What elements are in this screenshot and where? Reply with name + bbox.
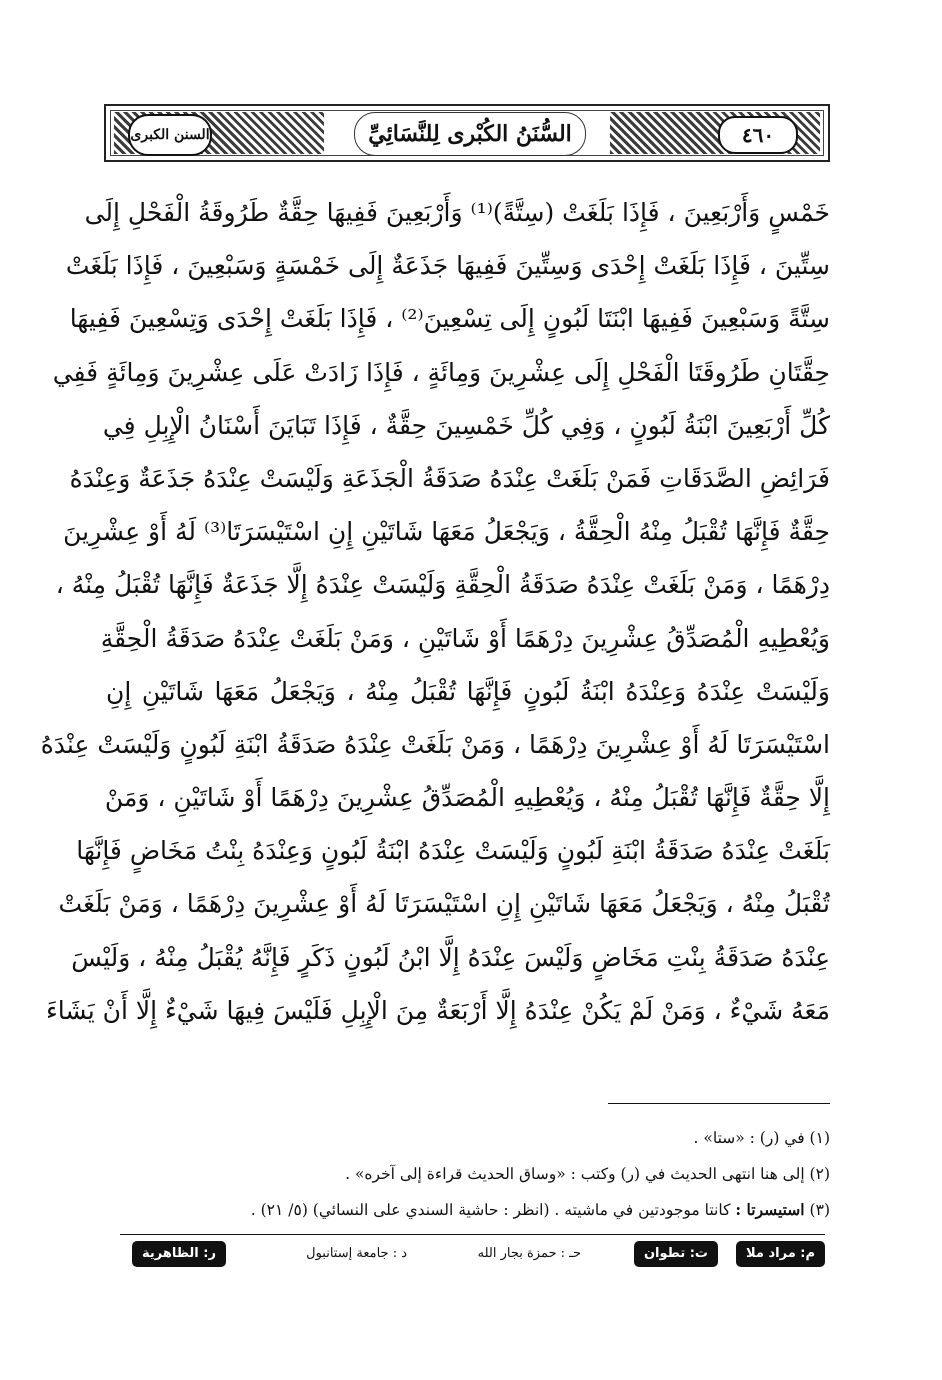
footnote-separator xyxy=(608,1103,830,1104)
footnote-3-text: كانتا موجودتين في ماشيته . (انظر : حاشية السندي على النسائي) (٥/ ٢١) . xyxy=(250,1201,731,1219)
book-seal-logo: السنن الكبرى xyxy=(128,114,212,156)
text-line: فَرَائِضِ الصَّدَقَاتِ فَمَنْ بَلَغَتْ عِنْدَهُ صَدَقَةُ الْجَذَعَةِ وَلَيْسَتْ عِنْدَهُ جَذَعَةٌ وَعِنْدَهُ xyxy=(69,463,830,493)
manuscript-tag-m: م: مراد ملا xyxy=(736,1241,825,1267)
text-line: وَيُعْطِيهِ الْمُصَدِّقُ عِشْرِينَ دِرْهَمًا أَوْ شَاتَيْنِ ، وَمَنْ بَلَغَتْ عِنْدَهُ صَدَقَةُ الْحِقَّةِ xyxy=(100,623,830,653)
footnote-3-term: استيسرتا : xyxy=(735,1200,805,1219)
footnote-1: (١) في (ر) : «ستا» . xyxy=(693,1129,830,1147)
text-line: عِنْدَهُ صَدَقَةُ بِنْتِ مَخَاضٍ وَلَيْسَ عِنْدَهُ إِلَّا ابْنُ لَبُونٍ ذَكَرٍ فَإِنَّهُ يُقْبَلُ مِنْهُ ، وَلَيْسَ xyxy=(71,942,830,972)
text-line: حِقَّتَانِ طَرُوقَتَا الْفَحْلِ إِلَى عِشْرِينَ وَمِائَةٍ ، فَإِذَا زَادَتْ عَلَى عِشْرِينَ وَمِائَةٍ فَفِي xyxy=(52,357,830,387)
page-number: ٤٦٠ xyxy=(718,116,798,154)
text-line: مَعَهُ شَيْءٌ ، وَمَنْ لَمْ يَكُنْ عِنْدَهُ إِلَّا أَرْبَعَةٌ مِنَ الْإِبِلِ فَلَيْسَ فِيهَا شَيْءٌ إِلَّا أَنْ يَشَاءَ xyxy=(46,995,830,1025)
footnote-3 xyxy=(106,1192,830,1228)
text-line: كُلِّ أَرْبَعِينَ ابْنَةُ لَبُونٍ ، وَفِي كُلِّ خَمْسِينَ حِقَّةٌ ، فَإِذَا تَبَايَنَ أَسْنَانُ الْإِبِلِ فِي xyxy=(102,410,830,440)
text-line: إِلَّا حِقَّةٌ فَإِنَّهَا تُقْبَلُ مِنْهُ ، وَيُعْطِيهِ الْمُصَدِّقُ عِشْرِينَ دِرْهَمًا أَوْ شَاتَيْنِ ، وَمَنْ xyxy=(104,783,830,813)
footnote-3-number: (٣) xyxy=(809,1201,830,1219)
text-line: سِتَّةً وَسَبْعِينَ فَفِيهَا ابْنَتَا لَبُونٍ إِلَى تِسْعِينَ⁽²⁾ ، فَإِذَا بَلَغَتْ إِحْدَى وَتِسْعِينَ فَفِيهَا xyxy=(69,304,830,334)
book-title: السُّنَنُ الكُبْرى لِلنَّسَائِيِّ xyxy=(354,112,586,156)
page-header xyxy=(104,104,830,162)
manuscript-tag-t: ت: تطوان xyxy=(634,1241,718,1267)
text-line: وَلَيْسَتْ عِنْدَهُ وَعِنْدَهُ ابْنَةُ لَبُونٍ فَإِنَّهَا تُقْبَلُ مِنْهُ ، وَيَجْعَلُ مَعَهَا شَاتَيْنِ إِنِ xyxy=(106,676,830,706)
text-line: بَلَغَتْ عِنْدَهُ صَدَقَةُ ابْنَةِ لَبُونٍ وَلَيْسَتْ عِنْدَهُ ابْنَةُ لَبُونٍ وَعِنْدَهُ بِنْتُ مَخَاضٍ فَإِنَّهَا xyxy=(76,836,830,866)
manuscript-label-h: حـ : حمزة بجار الله xyxy=(477,1246,581,1261)
text-line: دِرْهَمًا ، وَمَنْ بَلَغَتْ عِنْدَهُ صَدَقَةُ الْحِقَّةِ وَلَيْسَتْ عِنْدَهُ إِلَّا جَذَعَةٌ فَإِنَّهَا تُقْبَلُ مِنْهُ ، xyxy=(55,570,830,600)
manuscript-label-d: د : جامعة إستانبول xyxy=(306,1246,407,1261)
manuscript-tag-r: ر: الظاهرية xyxy=(132,1241,226,1267)
main-text xyxy=(40,186,830,1037)
text-line: تُقْبَلُ مِنْهُ ، وَيَجْعَلُ مَعَهَا شَاتَيْنِ إِنِ اسْتَيْسَرَتَا لَهُ أَوْ عِشْرِينَ دِرْهَمًا ، وَمَنْ بَلَغَتْ xyxy=(58,889,830,919)
footnote-2: (٢) إلى هنا انتهى الحديث في (ر) وكتب : «وساق الحديث قراءة إلى آخره» . xyxy=(345,1165,830,1183)
text-line: خَمْسٍ وَأَرْبَعِينَ ، فَإِذَا بَلَغَتْ (سِتَّةً)⁽¹⁾ وَأَرْبَعِينَ فَفِيهَا حِقَّةٌ طَرُوقَةُ الْفَحْلِ إِلَى xyxy=(84,198,830,227)
manuscript-key xyxy=(120,1236,825,1272)
footnotes xyxy=(106,1120,830,1228)
text-line: سِتِّينَ ، فَإِذَا بَلَغَتْ إِحْدَى وَسِتِّينَ فَفِيهَا جَذَعَةٌ إِلَى خَمْسَةٍ وَسَبْعِينَ ، فَإِذَا بَلَغَتْ xyxy=(65,251,830,281)
text-line: حِقَّةٌ فَإِنَّهَا تُقْبَلُ مِنْهُ الْحِقَّةُ ، وَيَجْعَلُ مَعَهَا شَاتَيْنِ إِنِ اسْتَيْسَرَتَا⁽³⁾ لَهُ أَوْ عِشْرِينَ xyxy=(63,517,830,547)
text-line: اسْتَيْسَرَتَا لَهُ أَوْ عِشْرِينَ دِرْهَمًا ، وَمَنْ بَلَغَتْ عِنْدَهُ صَدَقَةُ ابْنَةِ لَبُونٍ وَلَيْسَتْ عِنْدَهُ xyxy=(40,729,830,759)
footer-separator xyxy=(120,1234,825,1235)
